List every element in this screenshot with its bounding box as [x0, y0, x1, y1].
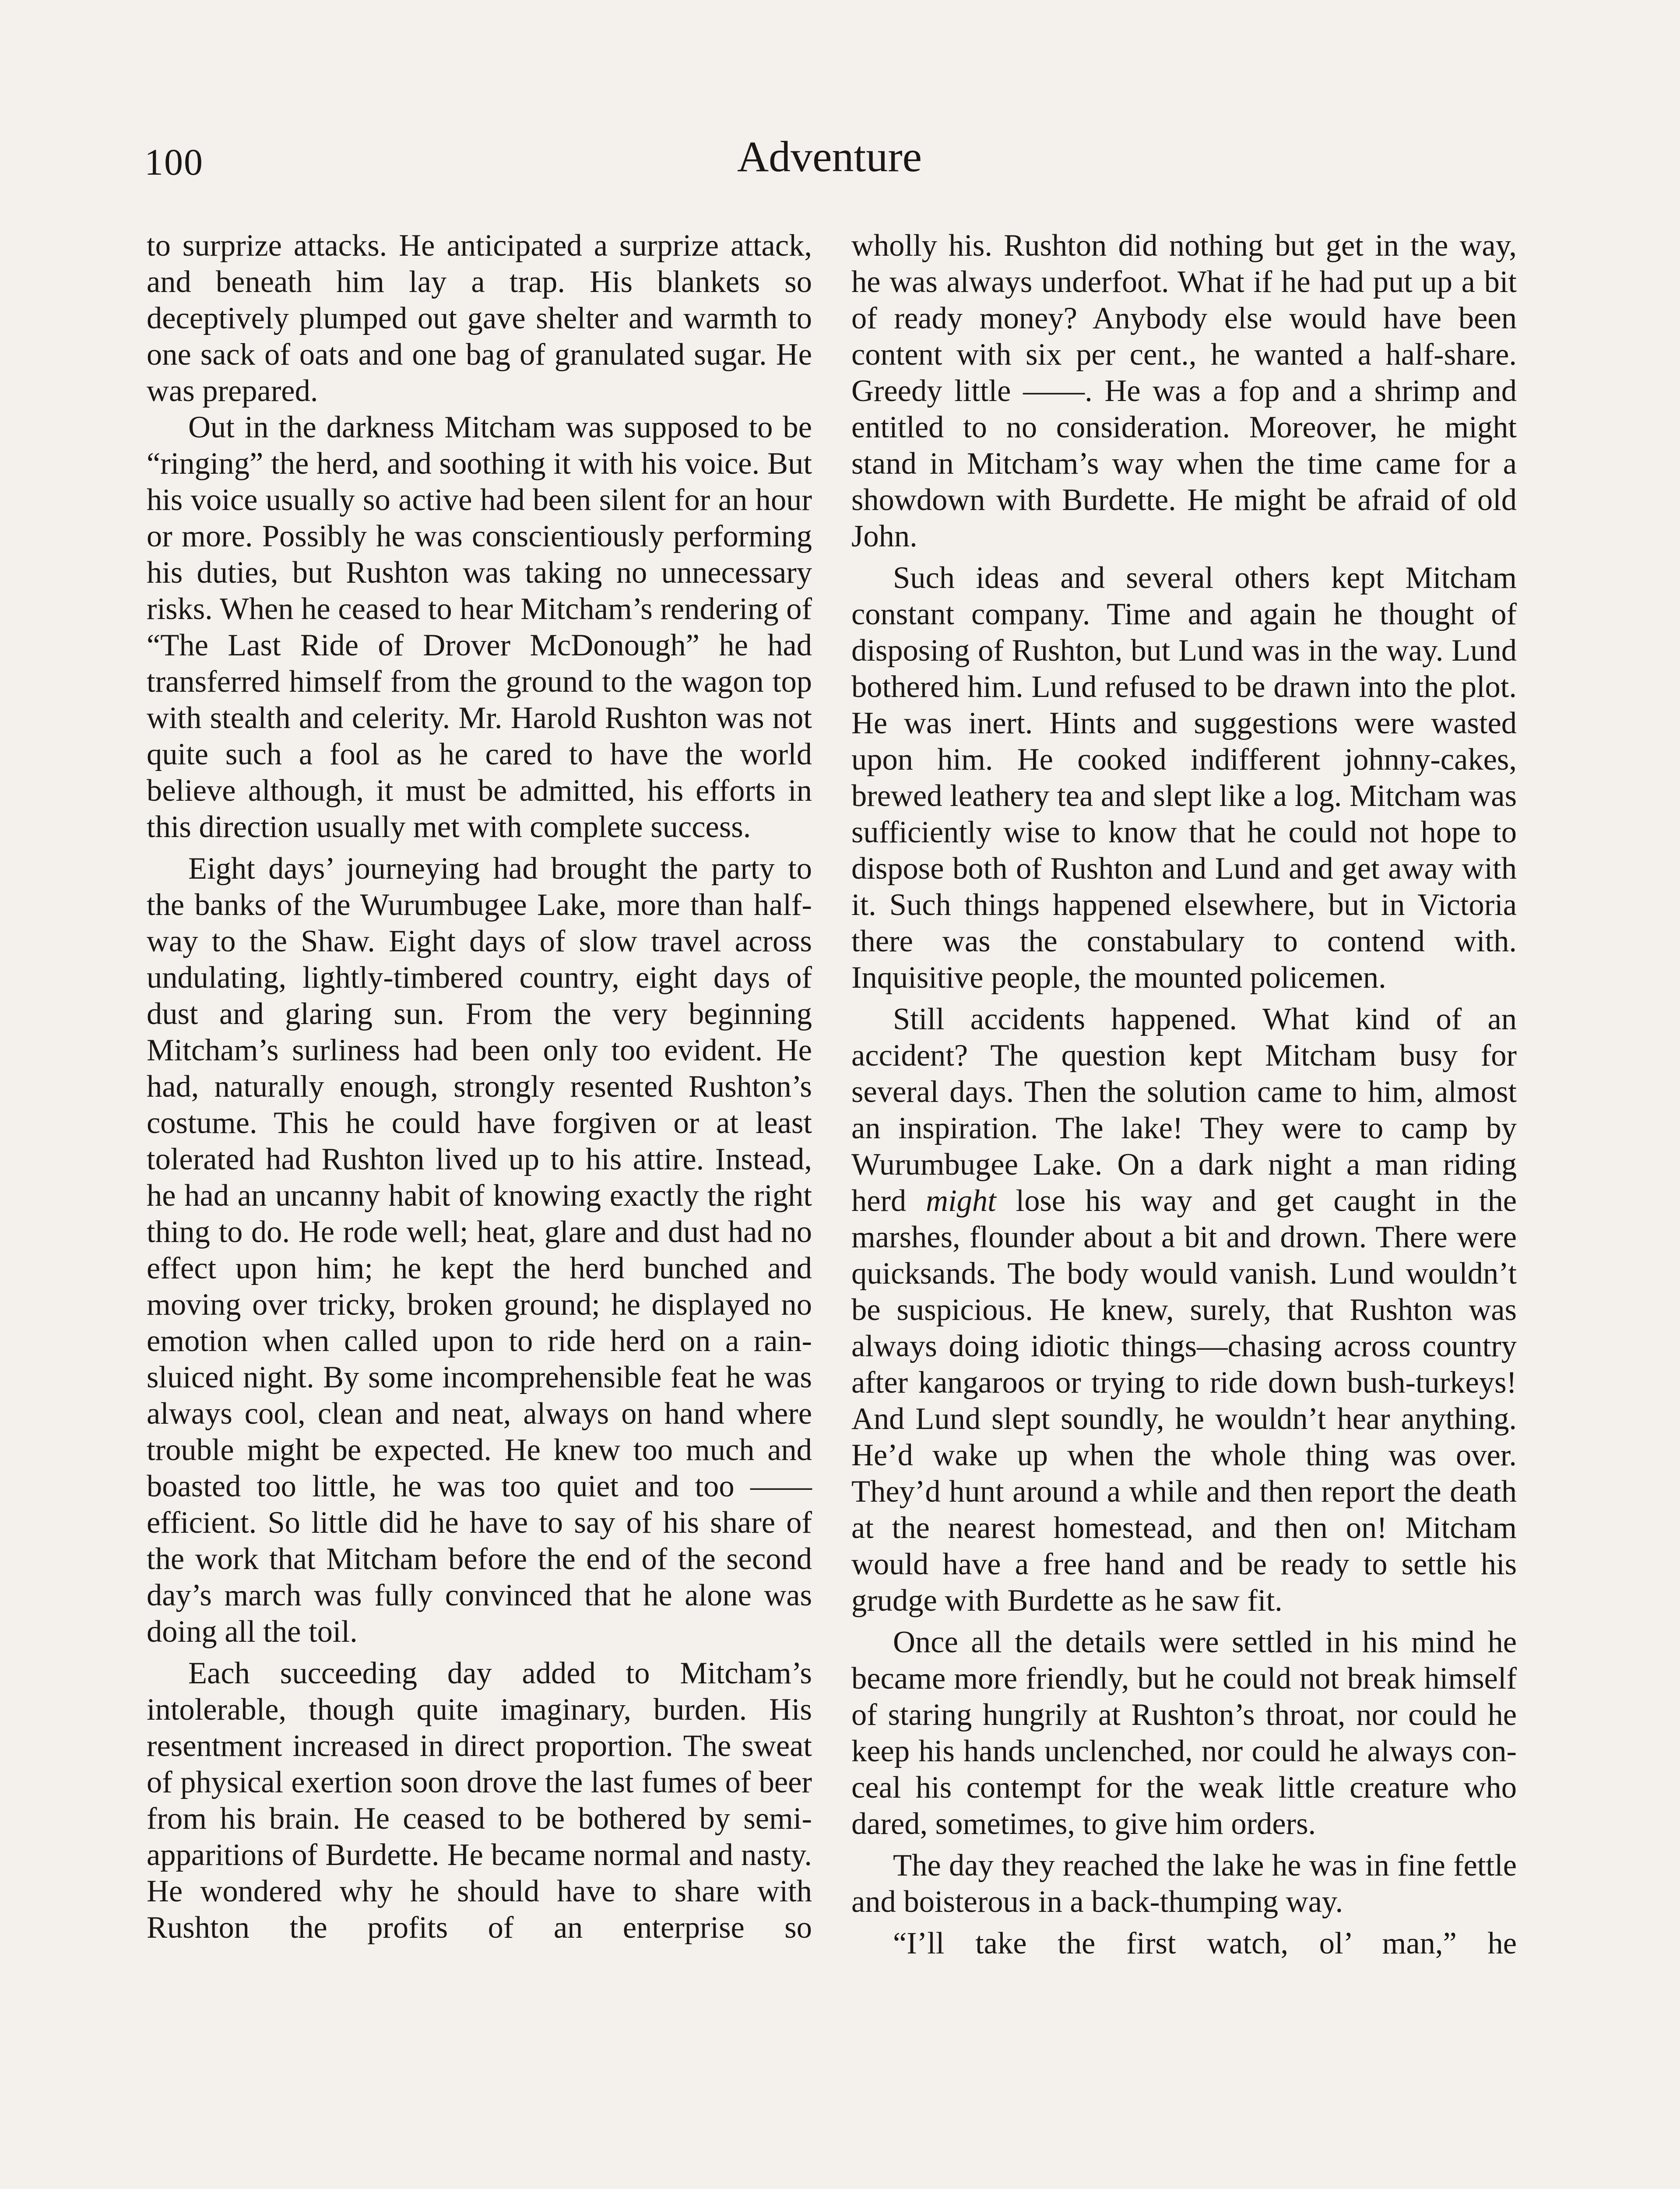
paragraph: wholly his. Rushton did nothing but get in the way, he was always underfoot. What if he had put up a bit of ready money? Anybody else would have been content with six per cent., he wanted a half-share. Greedy little ——. He was a fop and a shrimp and entitled to no consideration. Moreover, he might stand in Mitcham’s way when the time came for a showdown with Burdette. He might be afraid of old John. — [851, 229, 1517, 553]
paragraph: Such ideas and several others kept Mitcham constant company. Time and again he thought of disposing of Rushton, but Lund was in the way. Lund bothered him. Lund refused to be drawn into the plot. He was inert. Hints and suggestions were wasted upon him. He cooked indifferent johnny-cakes, brewed leathery tea and slept like a log. Mitcham was sufficiently wise to know that he could not hope to dispose both of Rushton and Lund and get away with it. Such things happened elsewhere, but in Victoria there was the constabulary to contend with. Inquisitive people, the mounted policemen. — [851, 561, 1517, 995]
paragraph-part: Still accidents happened. What kind of an accident? The question kept Mitcham busy for several days. Then the solution came to him, almost an inspiration. The lake! They were to camp by Wurumbugee Lake. On a dark night a man riding herd — [851, 1002, 1517, 1218]
running-title: Adventure — [737, 132, 922, 181]
paragraph: to surprize attacks. He anticipated a surprize attack, and beneath him lay a trap. His blankets so deceptively plumped out gave shelter and warmth to one sack of oats and one bag of granulated sugar. He was prepared. — [147, 229, 812, 408]
left-column — [147, 228, 812, 1946]
page-number: 100 — [144, 141, 204, 183]
paragraph-part: lose his way and get caught in the marshes, flounder about a bit and drown. There were quicksands. The body would vanish. Lund wouldn’t be suspicious. He knew, surely, that Rushton was always doing idiotic things—chasing across country after kangaroos or trying to ride down bush-turkeys! And Lund slept soundly, he wouldn’t hear anything. He’d wake up when the whole thing was over. They’d hunt around a while and then report the death at the nearest homestead, and then on! Mitcham would have a free hand and be ready to settle his grudge with Burdette as he saw fit. — [851, 1184, 1517, 1618]
paragraph: Once all the details were settled in his mind he became more friendly, but he could not break himself of staring hungrily at Rushton’s throat, nor could he keep his hands unclenched, nor could he always conceal his contempt for the weak little creature who dared, sometimes, to give him orders. — [851, 1625, 1517, 1841]
paragraph: Out in the darkness Mitcham was supposed to be “ringing” the herd, and soothing it with his voice. But his voice usually so active had been silent for an hour or more. Possibly he was conscientiously performing his duties, but Rushton was taking no unnecessary risks. When he ceased to hear Mitcham’s rendering of “The Last Ride of Drover McDonough” he had transferred himself from the ground to the wagon top with stealth and celerity. Mr. Harold Rushton was not quite such a fool as he cared to have the world believe although, it must be admitted, his efforts in this direction usually met with complete success. — [147, 410, 812, 844]
paragraph: Eight days’ journeying had brought the party to the banks of the Wurumbugee Lake, more than half-way to the Shaw. Eight days of slow travel across undulating, lightly-timbered country, eight days of dust and glaring sun. From the very beginning Mitcham’s surliness had been only too evident. He had, naturally enough, strongly resented Rushton’s costume. This he could have forgiven or at least tolerated had Rushton lived up to his attire. Instead, he had an uncanny habit of knowing exactly the right thing to do. He rode well; heat, glare and dust had no effect upon him; he kept the herd bunched and moving over tricky, broken ground; he displayed no emotion when called upon to ride herd on a rain-sluiced night. By some incomprehensible feat he was always cool, clean and neat, always on hand where trouble might be expected. He knew too much and boasted too little, he was too quiet and too —— efficient. So little did he have to say of his share of the work that Mitcham before the end of the second day’s march was fully convinced that he alone was doing all the toil. — [147, 852, 812, 1649]
paragraph — [851, 1001, 1517, 1619]
emphasis-word: might — [926, 1184, 996, 1218]
right-column — [851, 228, 1517, 1962]
page-header — [144, 131, 1515, 201]
paragraph: The day they reached the lake he was in fine fettle and boisterous in a back-thumping way. — [851, 1848, 1517, 1919]
paragraph: Each succeeding day added to Mitcham’s intolerable, though quite imaginary, burden. His resentment increased in direct proportion. The sweat of physical exertion soon drove the last fumes of beer from his brain. He ceased to be bothered by semi-apparitions of Burdette. He became normal and nasty. He wondered why he should have to share with Rushton the profits of an enterprise so — [147, 1656, 812, 1945]
paragraph: “I’ll take the first watch, ol’ man,” he — [893, 1926, 1517, 1960]
